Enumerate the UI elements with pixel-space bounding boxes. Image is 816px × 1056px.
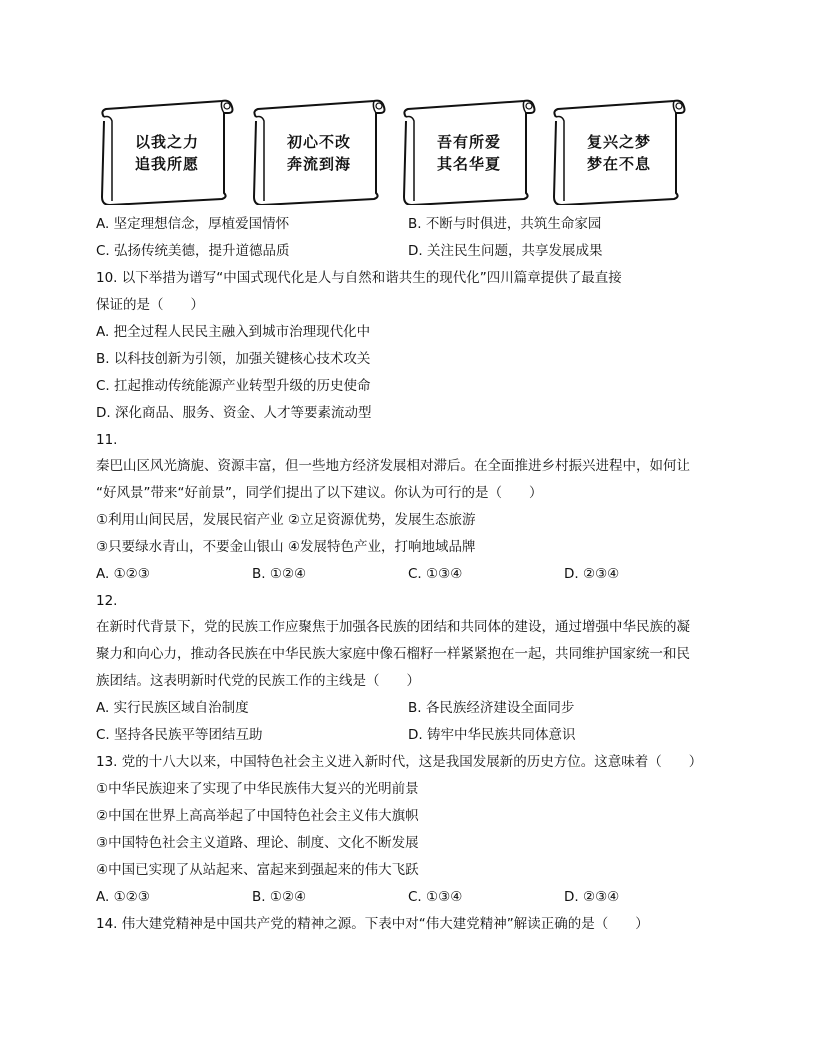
q13-option-d: D. ②③④ <box>564 889 620 905</box>
q11-items-1-2: ①利用山间民居，发展民宿产业 ②立足资源优势，发展生态旅游 <box>96 512 476 528</box>
q9-option-b: B. 不断与时俱进，共筑生命家园 <box>408 216 602 232</box>
scroll-line-2: 追我所愿 <box>134 155 199 173</box>
q11-stem-line-1: 秦巴山区风光旖旎、资源丰富，但一些地方经济发展相对滞后。在全面推进乡村振兴进程中，如何让 <box>96 458 690 474</box>
q9-option-a: A. 坚定理想信念，厚植爱国情怀 <box>96 216 290 232</box>
scroll-illustrations <box>96 97 696 205</box>
q9-option-c: C. 弘扬传统美德，提升道德品质 <box>96 243 290 259</box>
scroll-text <box>566 131 672 175</box>
q12-stem-line-2: 聚力和向心力，推动各民族在中华民族大家庭中像石榴籽一样紧紧抱在一起，共同维护国家统一和民 <box>96 646 690 662</box>
q13-option-a: A. ①②③ <box>96 889 150 905</box>
q13-item-1: ①中华民族迎来了实现了中华民族伟大复兴的光明前景 <box>96 781 419 797</box>
q12-stem-line-1: 在新时代背景下，党的民族工作应聚焦于加强各民族的团结和共同体的建设，通过增强中华民族的凝 <box>96 619 690 635</box>
scroll-line-2: 梦在不息 <box>586 155 651 173</box>
q10-option-d: D. 深化商品、服务、资金、人才等要素流动型 <box>96 405 372 421</box>
q10-stem-line-1: 10. 以下举措为谱写“中国式现代化是人与自然和谐共生的现代化”四川篇章提供了最直接 <box>96 270 622 286</box>
q10-option-a: A. 把全过程人民民主融入到城市治理现代化中 <box>96 324 371 340</box>
q11-option-a: A. ①②③ <box>96 566 150 582</box>
q14-stem: 14. 伟大建党精神是中国共产党的精神之源。下表中对“伟大建党精神”解读正确的是（ ） <box>96 916 649 932</box>
q11-stem-line-2: “好风景”带来“好前景”，同学们提出了以下建议。你认为可行的是（ ） <box>96 485 543 501</box>
scroll-text <box>416 131 522 175</box>
q13-item-4: ④中国已实现了从站起来、富起来到强起来的伟大飞跃 <box>96 862 419 878</box>
scroll-card-2 <box>248 97 388 205</box>
q12-option-a: A. 实行民族区域自治制度 <box>96 700 249 716</box>
q12-option-c: C. 坚持各民族平等团结互助 <box>96 727 263 743</box>
q10-stem-line-2: 保证的是（ ） <box>96 297 204 313</box>
scroll-card-3 <box>398 97 538 205</box>
q11-option-b: B. ①②④ <box>252 566 307 582</box>
scroll-line-1: 吾有所爱 <box>436 133 501 151</box>
scroll-card-4 <box>548 97 688 205</box>
q10-option-b: B. 以科技创新为引领，加强关键核心技术攻关 <box>96 351 371 367</box>
q12-option-d: D. 铸牢中华民族共同体意识 <box>408 727 576 743</box>
q13-item-2: ②中国在世界上高高举起了中国特色社会主义伟大旗帜 <box>96 808 419 824</box>
q13-stem: 13. 党的十八大以来，中国特色社会主义进入新时代，这是我国发展新的历史方位。这意味着（ ） <box>96 754 703 770</box>
scroll-line-2: 奔流到海 <box>286 155 351 173</box>
q12-stem-line-3: 族团结。这表明新时代党的民族工作的主线是（ ） <box>96 673 420 689</box>
scroll-text <box>114 131 220 175</box>
q11-option-d: D. ②③④ <box>564 566 620 582</box>
scroll-card-1 <box>96 97 236 205</box>
q11-number: 11. <box>96 432 118 448</box>
q11-items-3-4: ③只要绿水青山，不要金山银山 ④发展特色产业，打响地域品牌 <box>96 539 476 555</box>
scroll-line-1: 初心不改 <box>286 133 351 151</box>
q11-option-c: C. ①③④ <box>408 566 463 582</box>
q12-number: 12. <box>96 593 118 609</box>
q13-option-c: C. ①③④ <box>408 889 463 905</box>
q13-option-b: B. ①②④ <box>252 889 307 905</box>
scroll-line-2: 其名华夏 <box>436 155 501 173</box>
scroll-line-1: 以我之力 <box>134 133 199 151</box>
scroll-text <box>266 131 372 175</box>
q12-option-b: B. 各民族经济建设全面同步 <box>408 700 575 716</box>
q9-option-d: D. 关注民生问题，共享发展成果 <box>408 243 603 259</box>
q13-item-3: ③中国特色社会主义道路、理论、制度、文化不断发展 <box>96 835 419 851</box>
q10-option-c: C. 扛起推动传统能源产业转型升级的历史使命 <box>96 378 371 394</box>
scroll-line-1: 复兴之梦 <box>586 133 651 151</box>
